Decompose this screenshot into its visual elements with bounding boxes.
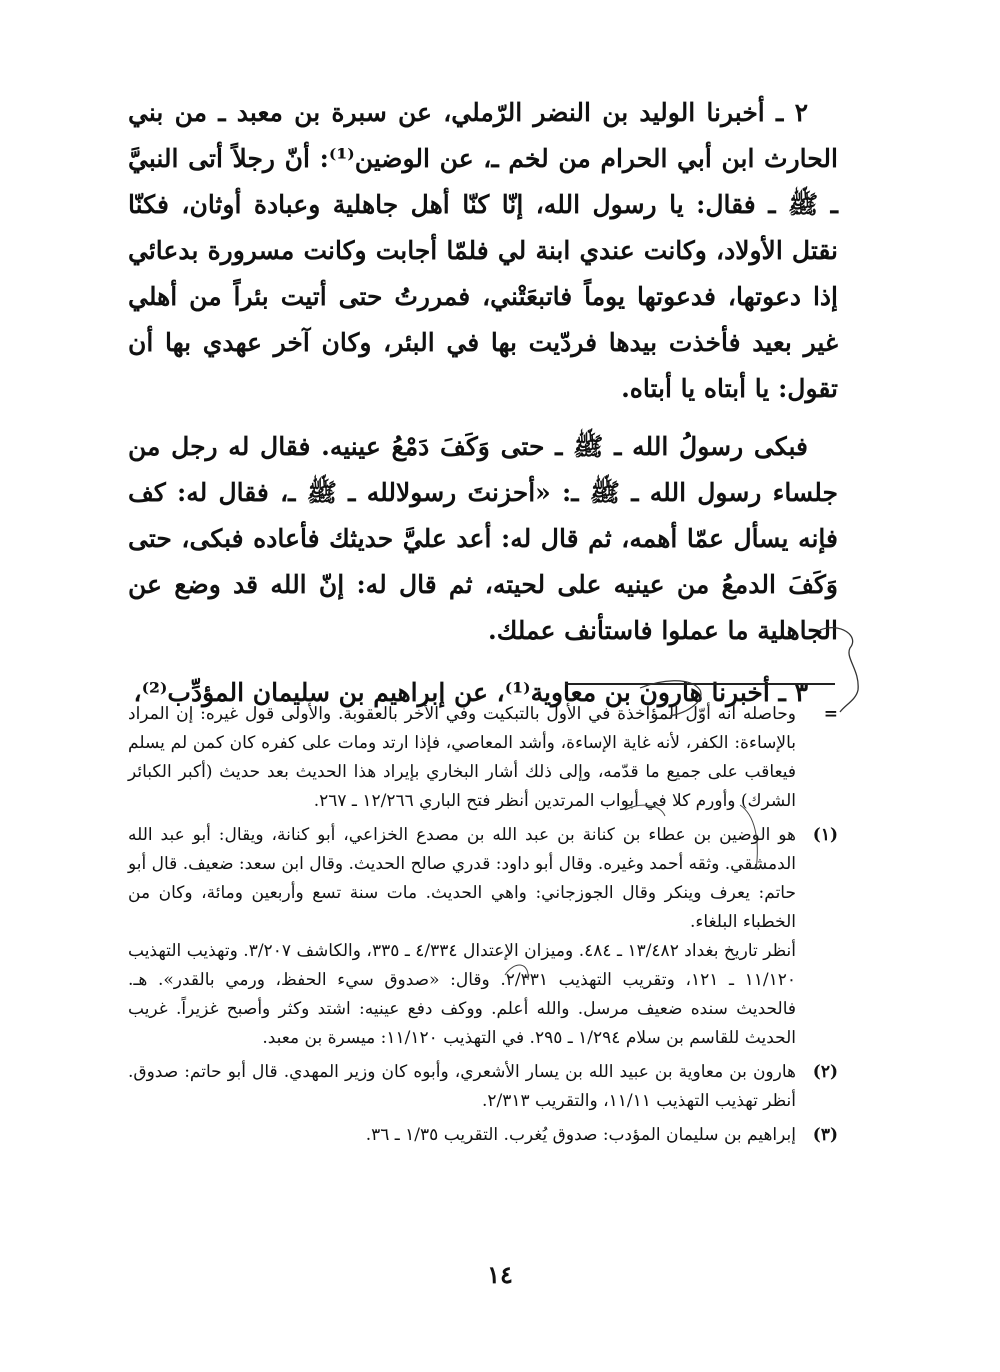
- footnote-text: هارون بن معاوية بن عبيد الله بن يسار الأشعري، وأبوه كان وزير المهدي. قال أبو حاتم: صدوق. أنظر تهذيب التهذيب ١١/١١، والتقريب ٢/٣١٣.: [128, 1062, 796, 1111]
- footnote-references: أنظر تاريخ بغداد ١٣/٤٨٢ ـ ٤٨٤. وميزان الإعتدال ٤/٣٣٤ ـ ٣٣٥، والكاشف ٣/٢٠٧. وتهذيب التهذيب ١١/١٢٠ ـ ١٢١، وتقريب التهذيب ٢/٣٣١. وقال: «صدوق سيء الحفظ، ورمي بالقدر». هـ. فالحديث سنده ضعيف مرسل. والله أعلم. ووكف دفع عينيه: اشتد وكثر وأصبح غزيراً. غريب الحديث للقاسم بن سلام ١/٢٩٤ ـ ٢٩٥. في التهذيب ١١/١٢٠: ميسرة بن معبد.: [128, 941, 797, 1048]
- footnote-text: إبراهيم بن سليمان المؤدب: صدوق يُغرب. التقريب ١/٣٥ ـ ٣٦.: [365, 1125, 796, 1145]
- footnote-1: [128, 821, 838, 1053]
- hadith-2-continuation-paragraph: فبكى رسولُ الله ـ ﷺ ـ حتى وَكَفَ دَمْعُ عينيه. فقال له رجل من جلساء رسول الله ـ ﷺ ـ: «أحزنتَ رسولالله ـ ﷺ ـ، فقال له: كف فإنه يسأل عمّا أهمه، ثم قال له: أعد عليَّ حديثك فأعاده فبكى، حتى وَكَفَ الدمعُ من عينيه على لحيته، ثم قال له: إنّ الله قد وضع عن الجاهلية ما عملوا فاستأنف عملك.: [128, 432, 838, 645]
- footnotes: [128, 700, 838, 1155]
- footnote-number: (٣): [812, 1125, 838, 1145]
- main-text: [128, 90, 838, 716]
- footnote-number: (٢): [812, 1062, 838, 1082]
- hadith-2-paragraph: ٢ ـ أخبرنا الوليد بن النضر الرّملي، عن سبرة بن معبد ـ من بني الحارث ابن أبي الحرام من لخم ـ، عن الوضين⁽¹⁾: أنّ رجلاً أتى النبيَّ ـ ﷺ ـ فقال: يا رسول الله، إنّا كنّا أهل جاهلية وعبادة أوثان، فكنّا نقتل الأولاد، وكانت عندي ابنة لي فلمّا أجابت وكانت مسرورة بدعائي إذا دعوتها، فدعوتها يوماً فاتبعَتْني، فمررتُ حتى أتيت بئراً من أهلي غير بعيد فأخذت بيدها فردّيت بها في البئر، وكان آخر عهدي بها أن تقول: يا أبتاه يا أبتاه.: [128, 98, 838, 403]
- hadith-3-paragraph: ٣ ـ أخبرنا هارون بن معاوية⁽¹⁾، عن إبراهيم بن سليمان المؤدِّب⁽²⁾،: [133, 678, 808, 707]
- page-number: ١٤: [487, 1260, 513, 1289]
- footnote-3: [128, 1121, 838, 1150]
- footnote-text: هو الوضين بن عطاء بن كنانة بن عبد الله بن مصدع الخزاعي، أبو كنانة، ويقال: أبو عبد الله الدمشقي. وثقه أحمد وغيره. وقال أبو داود: قدري صالح الحديث. وقال ابن سعد: ضعيف. قال أبو حاتم: يعرف وينكر وقال الجوزجاني: واهي الحديث. مات سنة تسع وأربعين ومائة، وكان من الخطباء البلغاء.: [128, 825, 796, 932]
- footnote-number: (١): [812, 825, 838, 845]
- footnote-divider: [565, 683, 835, 685]
- footnote-marker: =: [823, 704, 838, 724]
- footnote-continued: [128, 700, 838, 816]
- footnote-2: [128, 1058, 838, 1116]
- footnote-text: وحاصله أنه أوّل المؤاخذة في الأول بالتبكيت وفي الأخر بالعقوبة. والأولى قول غيره: إن المراد بالإساءة: الكفر، لأنه غاية الإساءة، وأشد المعاصي، فإذا ارتد ومات على كفره كان كمن لم يسلم فيعاقب على جميع ما قدّمه، وإلى ذلك أشار البخاري بإيراد هذا الحديث بعد حديث (أكبر الكبائر الشرك) وأورم كلا في أبواب المرتدين أنظر فتح الباري ١٢/٢٦٦ ـ ٢٦٧.: [128, 704, 796, 811]
